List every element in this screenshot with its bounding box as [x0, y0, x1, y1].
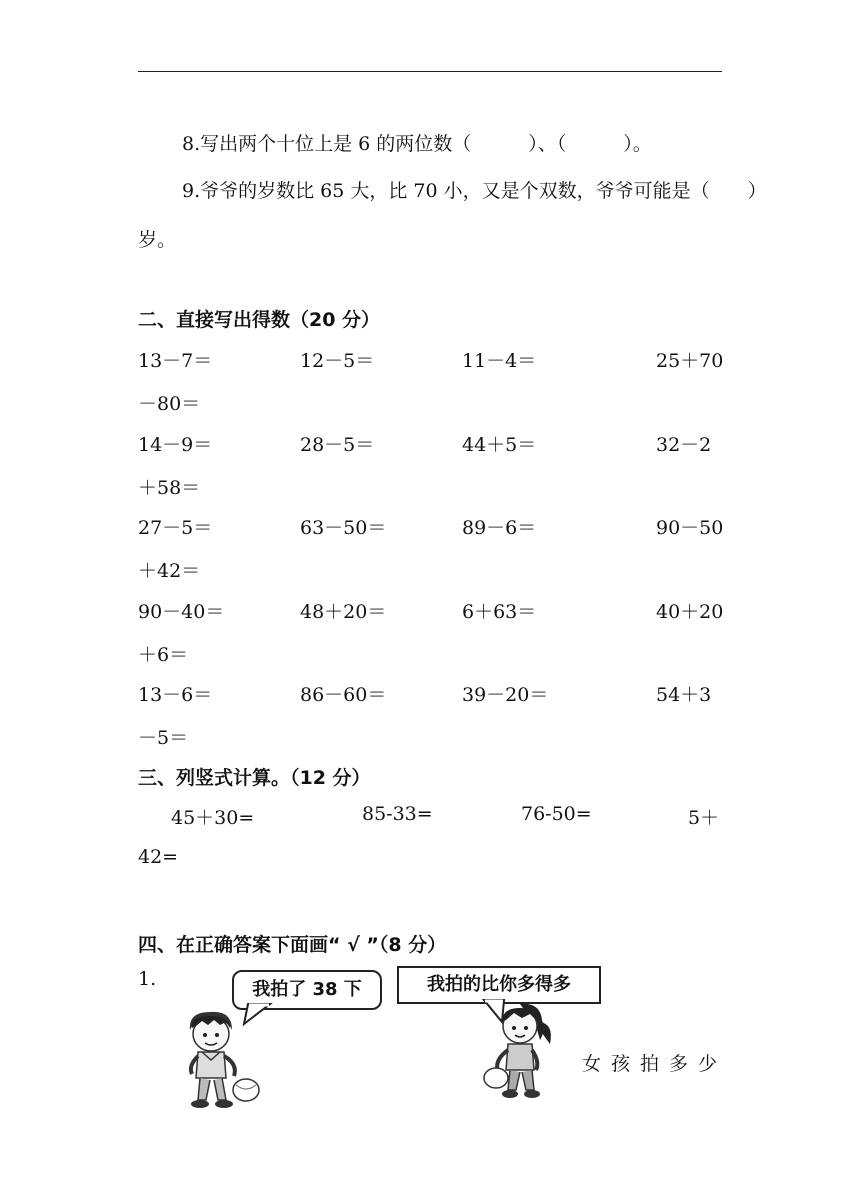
calc-item: 13－6＝ — [138, 684, 213, 706]
calc-item: 25＋70 — [656, 350, 724, 372]
calc-item: 89－6＝ — [462, 517, 537, 539]
question-8: 8.写出两个十位上是 6 的两位数（ ）、（ ）。 — [182, 133, 652, 155]
section-3-title: 三、列竖式计算。（12 分） — [138, 767, 371, 789]
calc-item: 54＋3 — [656, 684, 712, 706]
vertical-calc-2: 85-33= — [362, 803, 433, 825]
question-9-line1: 9.爷爷的岁数比 65 大，比 70 小，又是个双数，爷爷可能是（ ） — [182, 180, 767, 202]
calc-item-continuation: －80＝ — [138, 393, 201, 415]
calc-item: 86－60＝ — [300, 684, 387, 706]
calc-item-continuation: －5＝ — [138, 727, 189, 749]
calc-item-continuation: ＋6＝ — [138, 643, 189, 666]
calc-item: 44＋5＝ — [462, 433, 537, 456]
girl-speech-text: 我拍的比你多得多 — [427, 974, 571, 995]
calc-item: 12－5＝ — [300, 350, 375, 372]
calc-item: 6＋63＝ — [462, 600, 537, 623]
calc-item: 27－5＝ — [138, 517, 213, 539]
calc-item: 32－2 — [656, 433, 712, 456]
calc-item: 28－5＝ — [300, 433, 375, 456]
calc-item: 90－40＝ — [138, 600, 225, 623]
calc-item: 13－7＝ — [138, 350, 213, 372]
question-9-line2: 岁。 — [138, 229, 177, 251]
section-2-title: 二、直接写出得数（20 分） — [138, 309, 381, 331]
section-4-title: 四、在正确答案下面画“ √ ”（8 分） — [138, 934, 447, 956]
header-rule — [138, 71, 722, 72]
boy-speech-text: 我拍了 38 下 — [252, 979, 362, 1000]
calc-item: 48＋20＝ — [300, 600, 387, 623]
calc-item-continuation: ＋42＝ — [138, 560, 201, 582]
calc-item: 63－50＝ — [300, 517, 387, 539]
vertical-calc-4a: 5＋ — [688, 807, 720, 829]
question-how-many-girl: 女孩拍多少 — [582, 1053, 728, 1075]
calc-item: 40＋20 — [656, 600, 724, 623]
question-1-number: 1. — [138, 968, 157, 990]
vertical-calc-1: 45＋30= — [171, 807, 255, 829]
calc-item: 39－20＝ — [462, 684, 549, 706]
calc-item: 11－4＝ — [462, 350, 537, 372]
vertical-calc-4b: 42= — [138, 846, 179, 868]
vertical-calc-3: 76-50= — [521, 803, 592, 825]
girl-bouncing-ball-illustration — [480, 1000, 560, 1104]
boy-bouncing-ball-illustration — [180, 1008, 270, 1112]
calc-item: 90－50 — [656, 517, 724, 539]
calc-item-continuation: ＋58＝ — [138, 476, 201, 499]
calc-item: 14－9＝ — [138, 433, 213, 456]
